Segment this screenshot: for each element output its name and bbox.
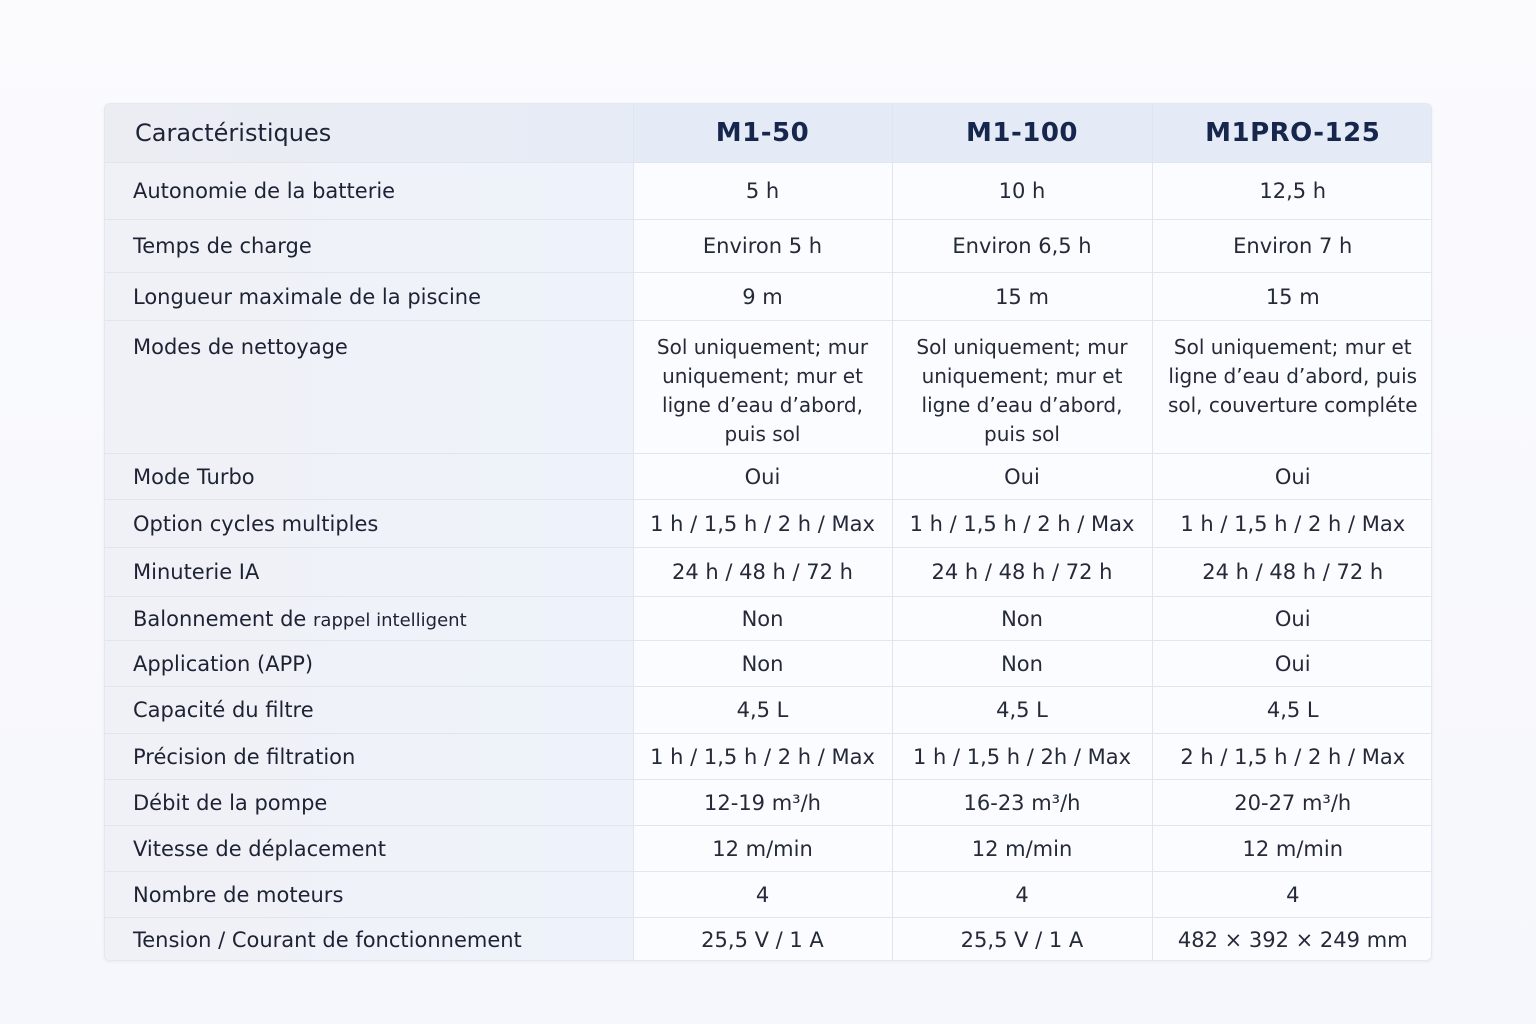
row-label: Capacité du filtre — [105, 687, 633, 734]
cell-value: 15 m — [892, 273, 1152, 321]
cell-value: 10 h — [892, 163, 1152, 220]
table-header-row — [105, 104, 1432, 163]
cell-value: Non — [633, 641, 892, 687]
spec-table — [105, 104, 1432, 961]
cell-value: 4,5 L — [633, 687, 892, 734]
table-row — [105, 918, 1432, 962]
cell-value: Sol uniquement; mur uniquement; mur et ligne d’eau d’abord, puis sol — [892, 321, 1152, 454]
row-label: Longueur maximale de la piscine — [105, 273, 633, 321]
cell-value: Oui — [892, 454, 1152, 500]
cell-value: 482 × 392 × 249 mm — [1152, 918, 1432, 962]
cell-value: 4 — [892, 872, 1152, 918]
cell-value: Oui — [1152, 641, 1432, 687]
cell-value: 12,5 h — [1152, 163, 1432, 220]
table-row — [105, 597, 1432, 641]
cell-value: 1 h / 1,5 h / 2 h / Max — [633, 734, 892, 780]
row-label-main: Balonnement de — [133, 606, 307, 631]
table-row — [105, 273, 1432, 321]
cell-value: 25,5 V / 1 A — [892, 918, 1152, 962]
cell-value: Environ 5 h — [633, 220, 892, 273]
row-label: Mode Turbo — [105, 454, 633, 500]
table-row — [105, 163, 1432, 220]
cell-value: 12 m/min — [892, 826, 1152, 872]
cell-value: 16-23 m³/h — [892, 780, 1152, 826]
cell-value: Environ 6,5 h — [892, 220, 1152, 273]
row-label: Modes de nettoyage — [105, 321, 633, 454]
row-label — [105, 597, 633, 641]
cell-value: 12 m/min — [1152, 826, 1432, 872]
row-label: Précision de filtration — [105, 734, 633, 780]
row-label: Application (APP) — [105, 641, 633, 687]
table-row — [105, 780, 1432, 826]
table-row — [105, 500, 1432, 548]
cell-value: 24 h / 48 h / 72 h — [1152, 548, 1432, 597]
row-label: Minuterie IA — [105, 548, 633, 597]
header-model-m1-50: M1-50 — [633, 104, 892, 163]
row-label: Tension / Courant de fonctionnement — [105, 918, 633, 962]
cell-value: Non — [892, 641, 1152, 687]
cell-value: 15 m — [1152, 273, 1432, 321]
cell-value: 1 h / 1,5 h / 2 h / Max — [1152, 500, 1432, 548]
cell-value: 1 h / 1,5 h / 2h / Max — [892, 734, 1152, 780]
table-row — [105, 734, 1432, 780]
cell-value: 24 h / 48 h / 72 h — [633, 548, 892, 597]
cell-value: 4 — [1152, 872, 1432, 918]
cell-value: Environ 7 h — [1152, 220, 1432, 273]
spec-comparison-table — [104, 103, 1432, 961]
cell-value: 4,5 L — [1152, 687, 1432, 734]
cell-value: 4,5 L — [892, 687, 1152, 734]
cell-value: 9 m — [633, 273, 892, 321]
row-label: Débit de la pompe — [105, 780, 633, 826]
cell-value: 5 h — [633, 163, 892, 220]
cell-value: 24 h / 48 h / 72 h — [892, 548, 1152, 597]
table-row — [105, 548, 1432, 597]
cell-value: Oui — [1152, 454, 1432, 500]
row-label: Vitesse de déplacement — [105, 826, 633, 872]
cell-value: Non — [633, 597, 892, 641]
cell-value: Oui — [1152, 597, 1432, 641]
table-row — [105, 321, 1432, 454]
table-row — [105, 641, 1432, 687]
cell-value: 12 m/min — [633, 826, 892, 872]
row-label: Temps de charge — [105, 220, 633, 273]
cell-value: Sol uniquement; mur et ligne d’eau d’abord, puis sol, couverture compléte — [1152, 321, 1432, 454]
row-label-small: rappel intelligent — [313, 609, 467, 631]
cell-value: 12-19 m³/h — [633, 780, 892, 826]
row-label: Nombre de moteurs — [105, 872, 633, 918]
cell-value: 20-27 m³/h — [1152, 780, 1432, 826]
cell-value: Non — [892, 597, 1152, 641]
cell-value: 1 h / 1,5 h / 2 h / Max — [892, 500, 1152, 548]
header-characteristics: Caractéristiques — [105, 104, 633, 163]
row-label: Autonomie de la batterie — [105, 163, 633, 220]
cell-value: 4 — [633, 872, 892, 918]
table-row — [105, 826, 1432, 872]
header-model-m1pro-125: M1PRO-125 — [1152, 104, 1432, 163]
table-row — [105, 687, 1432, 734]
table-row — [105, 220, 1432, 273]
cell-value: 25,5 V / 1 A — [633, 918, 892, 962]
cell-value: 1 h / 1,5 h / 2 h / Max — [633, 500, 892, 548]
cell-value: Sol uniquement; mur uniquement; mur et ligne d’eau d’abord, puis sol — [633, 321, 892, 454]
header-model-m1-100: M1-100 — [892, 104, 1152, 163]
row-label: Option cycles multiples — [105, 500, 633, 548]
cell-value: Oui — [633, 454, 892, 500]
table-row — [105, 872, 1432, 918]
cell-value: 2 h / 1,5 h / 2 h / Max — [1152, 734, 1432, 780]
table-row — [105, 454, 1432, 500]
